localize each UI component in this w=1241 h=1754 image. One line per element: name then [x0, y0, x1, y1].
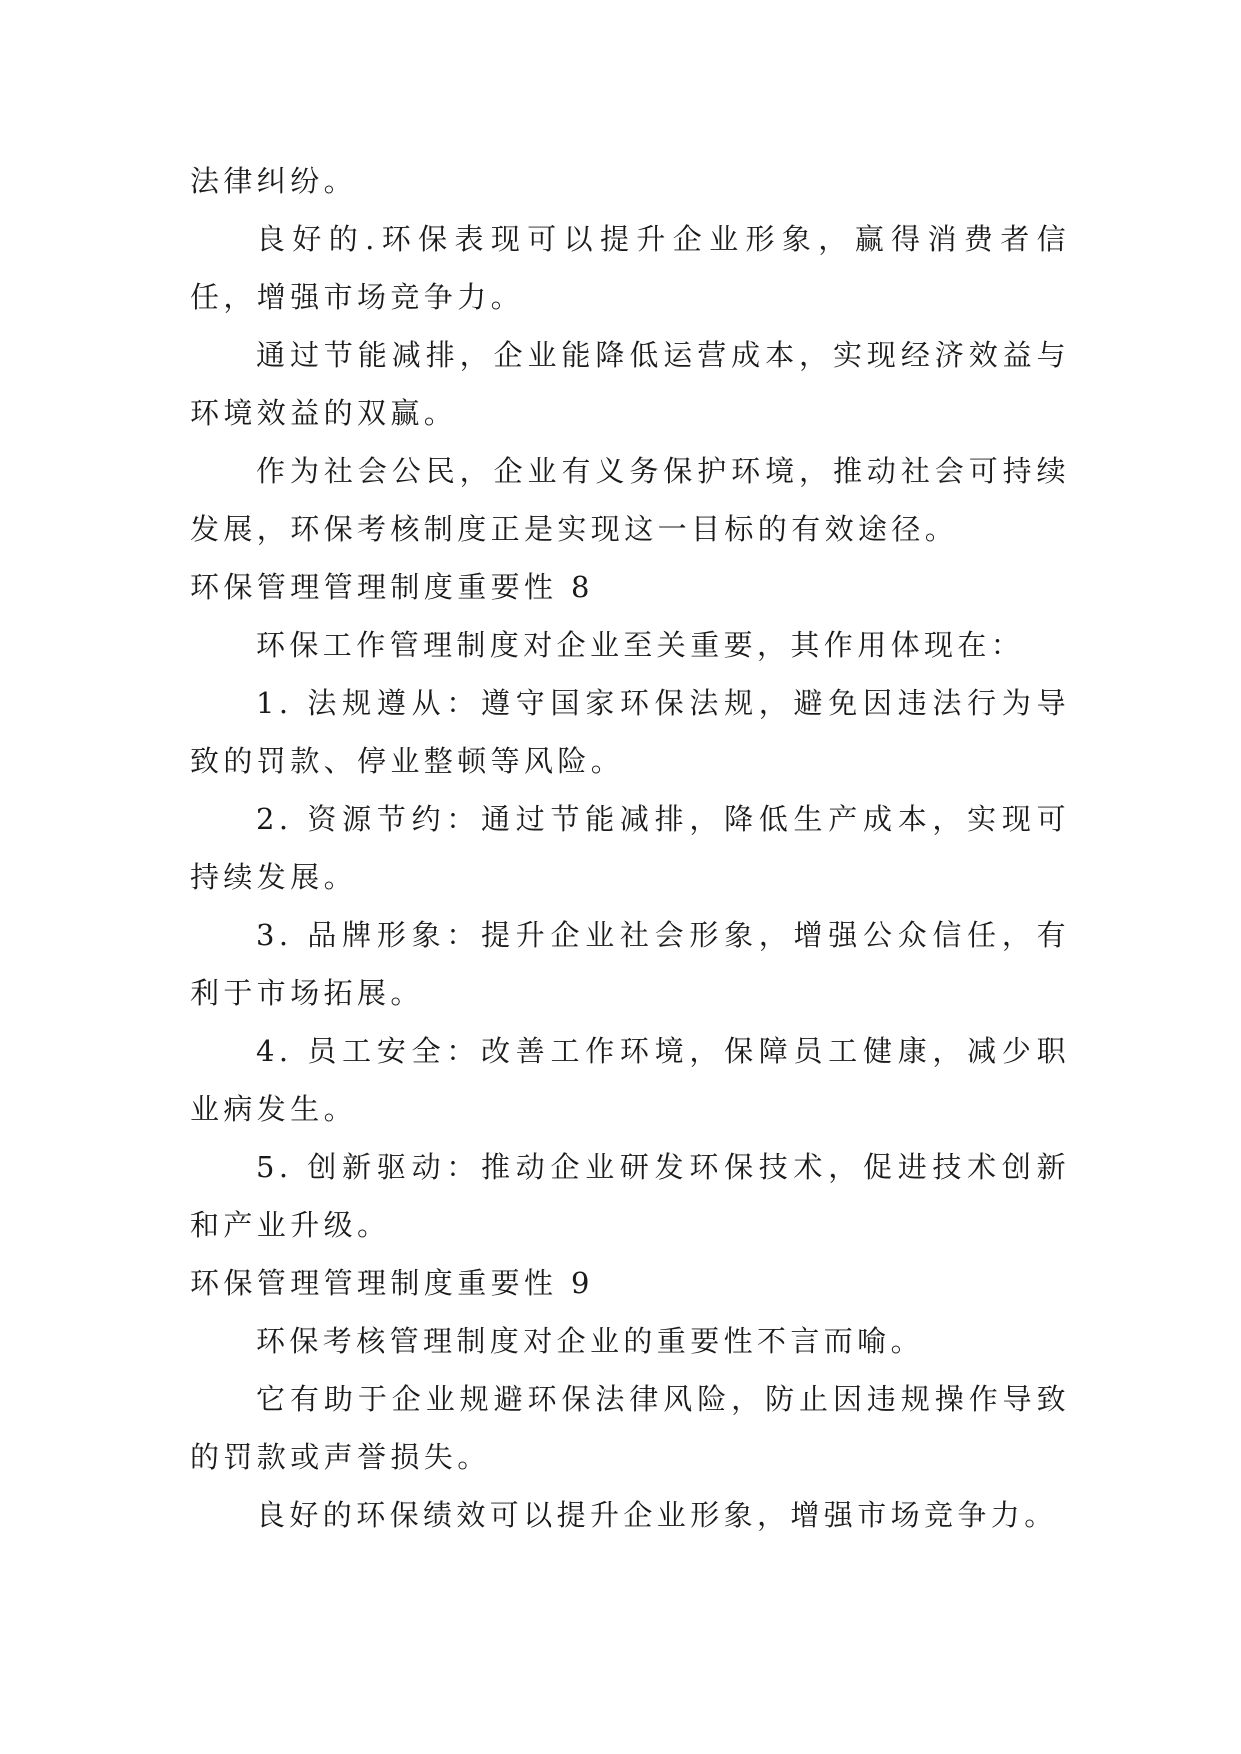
paragraph-continuation: 法律纠纷。 — [190, 164, 358, 198]
paragraph: 良好的环保绩效可以提升企业形象，增强市场竞争力。 — [256, 1498, 1058, 1532]
section-heading: 环保管理管理制度重要性 8 — [190, 570, 594, 604]
paragraph: 通过节能减排，企业能降低运营成本，实现经济效益与环境效益的双赢。 — [190, 338, 1070, 430]
paragraph: 环保工作管理制度对企业至关重要，其作用体现在： — [256, 628, 1025, 662]
document-body — [190, 152, 1070, 1544]
list-item: 4. 员工安全：改善工作环境，保障员工健康，减少职业病发生。 — [190, 1034, 1070, 1126]
paragraph: 良好的.环保表现可以提升企业形象，赢得消费者信任，增强市场竞争力。 — [190, 222, 1070, 314]
list-item: 1. 法规遵从：遵守国家环保法规，避免因违法行为导致的罚款、停业整顿等风险。 — [190, 686, 1070, 778]
list-item: 2. 资源节约：通过节能减排，降低生产成本，实现可持续发展。 — [190, 802, 1070, 894]
list-item: 3. 品牌形象：提升企业社会形象，增强公众信任，有利于市场拓展。 — [190, 918, 1070, 1010]
list-item: 5. 创新驱动：推动企业研发环保技术，促进技术创新和产业升级。 — [190, 1150, 1070, 1242]
paragraph: 环保考核管理制度对企业的重要性不言而喻。 — [256, 1324, 925, 1358]
section-heading: 环保管理管理制度重要性 9 — [190, 1266, 594, 1300]
paragraph: 它有助于企业规避环保法律风险，防止因违规操作导致的罚款或声誉损失。 — [190, 1382, 1070, 1474]
paragraph: 作为社会公民，企业有义务保护环境，推动社会可持续发展，环保考核制度正是实现这一目标的有效途径。 — [190, 454, 1070, 546]
